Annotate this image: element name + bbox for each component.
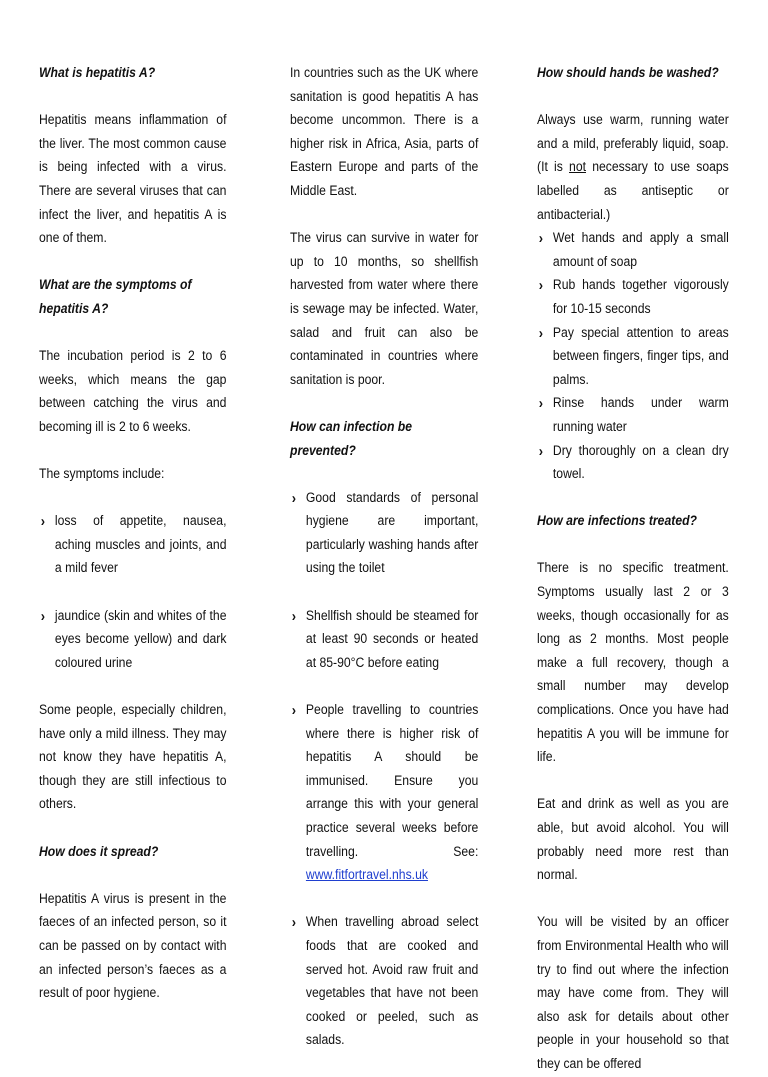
column-2 bbox=[290, 62, 478, 1053]
symptoms-list bbox=[39, 510, 226, 675]
list-item-text: Dry thoroughly on a clean dry towel. bbox=[552, 442, 729, 483]
heading-spread: How does it spread? bbox=[39, 843, 159, 860]
paragraph-symptoms-intro: The symptoms include: bbox=[39, 466, 165, 483]
list-item bbox=[290, 699, 478, 888]
list-item bbox=[39, 605, 226, 676]
paragraph-virus-survival: The virus can survive in water for up to 10 months, so shellfish harvested from water where there is sewage may be infected. Water, salad and fruit can also be contaminated in countries where sanitation is poor. bbox=[290, 230, 479, 388]
list-item-text: When travelling abroad select foods that are cooked and served hot. Avoid raw fruit and vegetables that have not been cooked or peeled, such as salads. bbox=[305, 914, 479, 1049]
list-item-text: loss of appetite, nausea, aching muscles and joints, and a mild fever bbox=[54, 513, 227, 577]
paragraph-soap bbox=[537, 109, 729, 227]
paragraph-soap-part-1: Always use warm, running water and a mild, preferably liquid, soap. (It is bbox=[537, 112, 729, 176]
chevron-right-icon: › bbox=[40, 513, 46, 531]
heading-what-is-hepatitis-a: What is hepatitis A? bbox=[39, 65, 156, 81]
heading-symptoms: What are the symptoms of hepatitis A? bbox=[39, 277, 192, 317]
list-item bbox=[290, 487, 478, 581]
heading-treatment: How are infections treated? bbox=[537, 513, 698, 530]
chevron-right-icon: › bbox=[40, 607, 46, 625]
chevron-right-icon: › bbox=[538, 442, 544, 460]
paragraph-incubation: The incubation period is 2 to 6 weeks, which means the gap between catching the virus and becoming ill is 2 to 6 weeks. bbox=[39, 348, 227, 435]
chevron-right-icon: › bbox=[538, 324, 544, 342]
list-item-text: Shellfish should be steamed for at least 90 seconds or heated at 85-90°C before eating bbox=[305, 607, 479, 671]
list-item-text: Rub hands together vigorously for 10-15 seconds bbox=[552, 277, 729, 317]
list-item-text: jaundice (skin and whites of the eyes become yellow) and dark coloured urine bbox=[54, 607, 227, 671]
list-item bbox=[537, 392, 729, 439]
chevron-right-icon: › bbox=[538, 230, 544, 248]
paragraph-soap-part-2: necessary to use soaps labelled as antiseptic or antibacterial.) bbox=[537, 159, 729, 223]
column-1 bbox=[39, 62, 226, 1006]
paragraph-countries: In countries such as the UK where sanitation is good hepatitis A has become uncommon. There is a higher risk in Africa, Asia, parts of Eastern Europe and parts of the Middle East. bbox=[290, 65, 479, 199]
chevron-right-icon: › bbox=[291, 914, 297, 932]
list-item bbox=[537, 274, 729, 321]
emphasis-not: not bbox=[569, 159, 587, 176]
list-item bbox=[290, 911, 478, 1053]
chevron-right-icon: › bbox=[538, 277, 544, 295]
paragraph-spread: Hepatitis A virus is present in the faeces of an infected person, so it can be passed on by contact with an infected person’s faeces as a result of poor hygiene. bbox=[39, 890, 227, 1002]
chevron-right-icon: › bbox=[291, 702, 297, 720]
list-item bbox=[537, 440, 729, 487]
paragraph-eat-drink: Eat and drink as well as you are able, but avoid alcohol. You will probably need more rest than normal. bbox=[537, 796, 729, 884]
fitfortravel-link[interactable]: www.fitfortravel.nhs.uk bbox=[305, 867, 428, 884]
list-item-text: Wet hands and apply a small amount of soap bbox=[552, 230, 729, 270]
prevention-list bbox=[290, 487, 478, 1053]
paragraph-definition: Hepatitis means inflammation of the liver. The most common cause is being infected with a virus. There are several viruses that can infect the liver, and hepatitis A is one of them. bbox=[39, 112, 227, 247]
column-3 bbox=[537, 62, 729, 1077]
list-item bbox=[537, 227, 729, 274]
list-item bbox=[537, 322, 729, 393]
heading-prevention: How can infection be prevented? bbox=[290, 418, 413, 459]
list-item-text: Pay special attention to areas between fingers, finger tips, and palms. bbox=[552, 324, 729, 388]
list-item-text: Good standards of personal hygiene are important, particularly washing hands after using the toilet bbox=[305, 489, 479, 577]
list-item-text: People travelling to countries where there is higher risk of hepatitis A should be immunised. Ensure you arrange this with your general practice several weeks before travelling. See: bbox=[305, 702, 479, 860]
paragraph-environmental-health: You will be visited by an officer from Environmental Health who will try to find out where the infection may have come from. They will also ask for details about other people in your household so that they can be offered bbox=[537, 914, 729, 1072]
heading-hand-washing: How should hands be washed? bbox=[537, 65, 719, 81]
paragraph-treatment: There is no specific treatment. Symptoms usually last 2 or 3 weeks, though occasionally for as long as 2 months. Most people make a full recovery, though a small number may develop complications. Once you have had hepatitis A you will be immune for life. bbox=[537, 560, 729, 766]
paragraph-mild-illness: Some people, especially children, have only a mild illness. They may not know they have hepatitis A, though they are still infectious to others. bbox=[39, 702, 227, 813]
chevron-right-icon: › bbox=[538, 395, 544, 413]
list-item bbox=[39, 510, 226, 581]
list-item bbox=[290, 605, 478, 676]
list-item-text: Rinse hands under warm running water bbox=[552, 395, 729, 435]
chevron-right-icon: › bbox=[291, 489, 297, 507]
hand-washing-list bbox=[537, 227, 729, 487]
chevron-right-icon: › bbox=[291, 607, 297, 625]
